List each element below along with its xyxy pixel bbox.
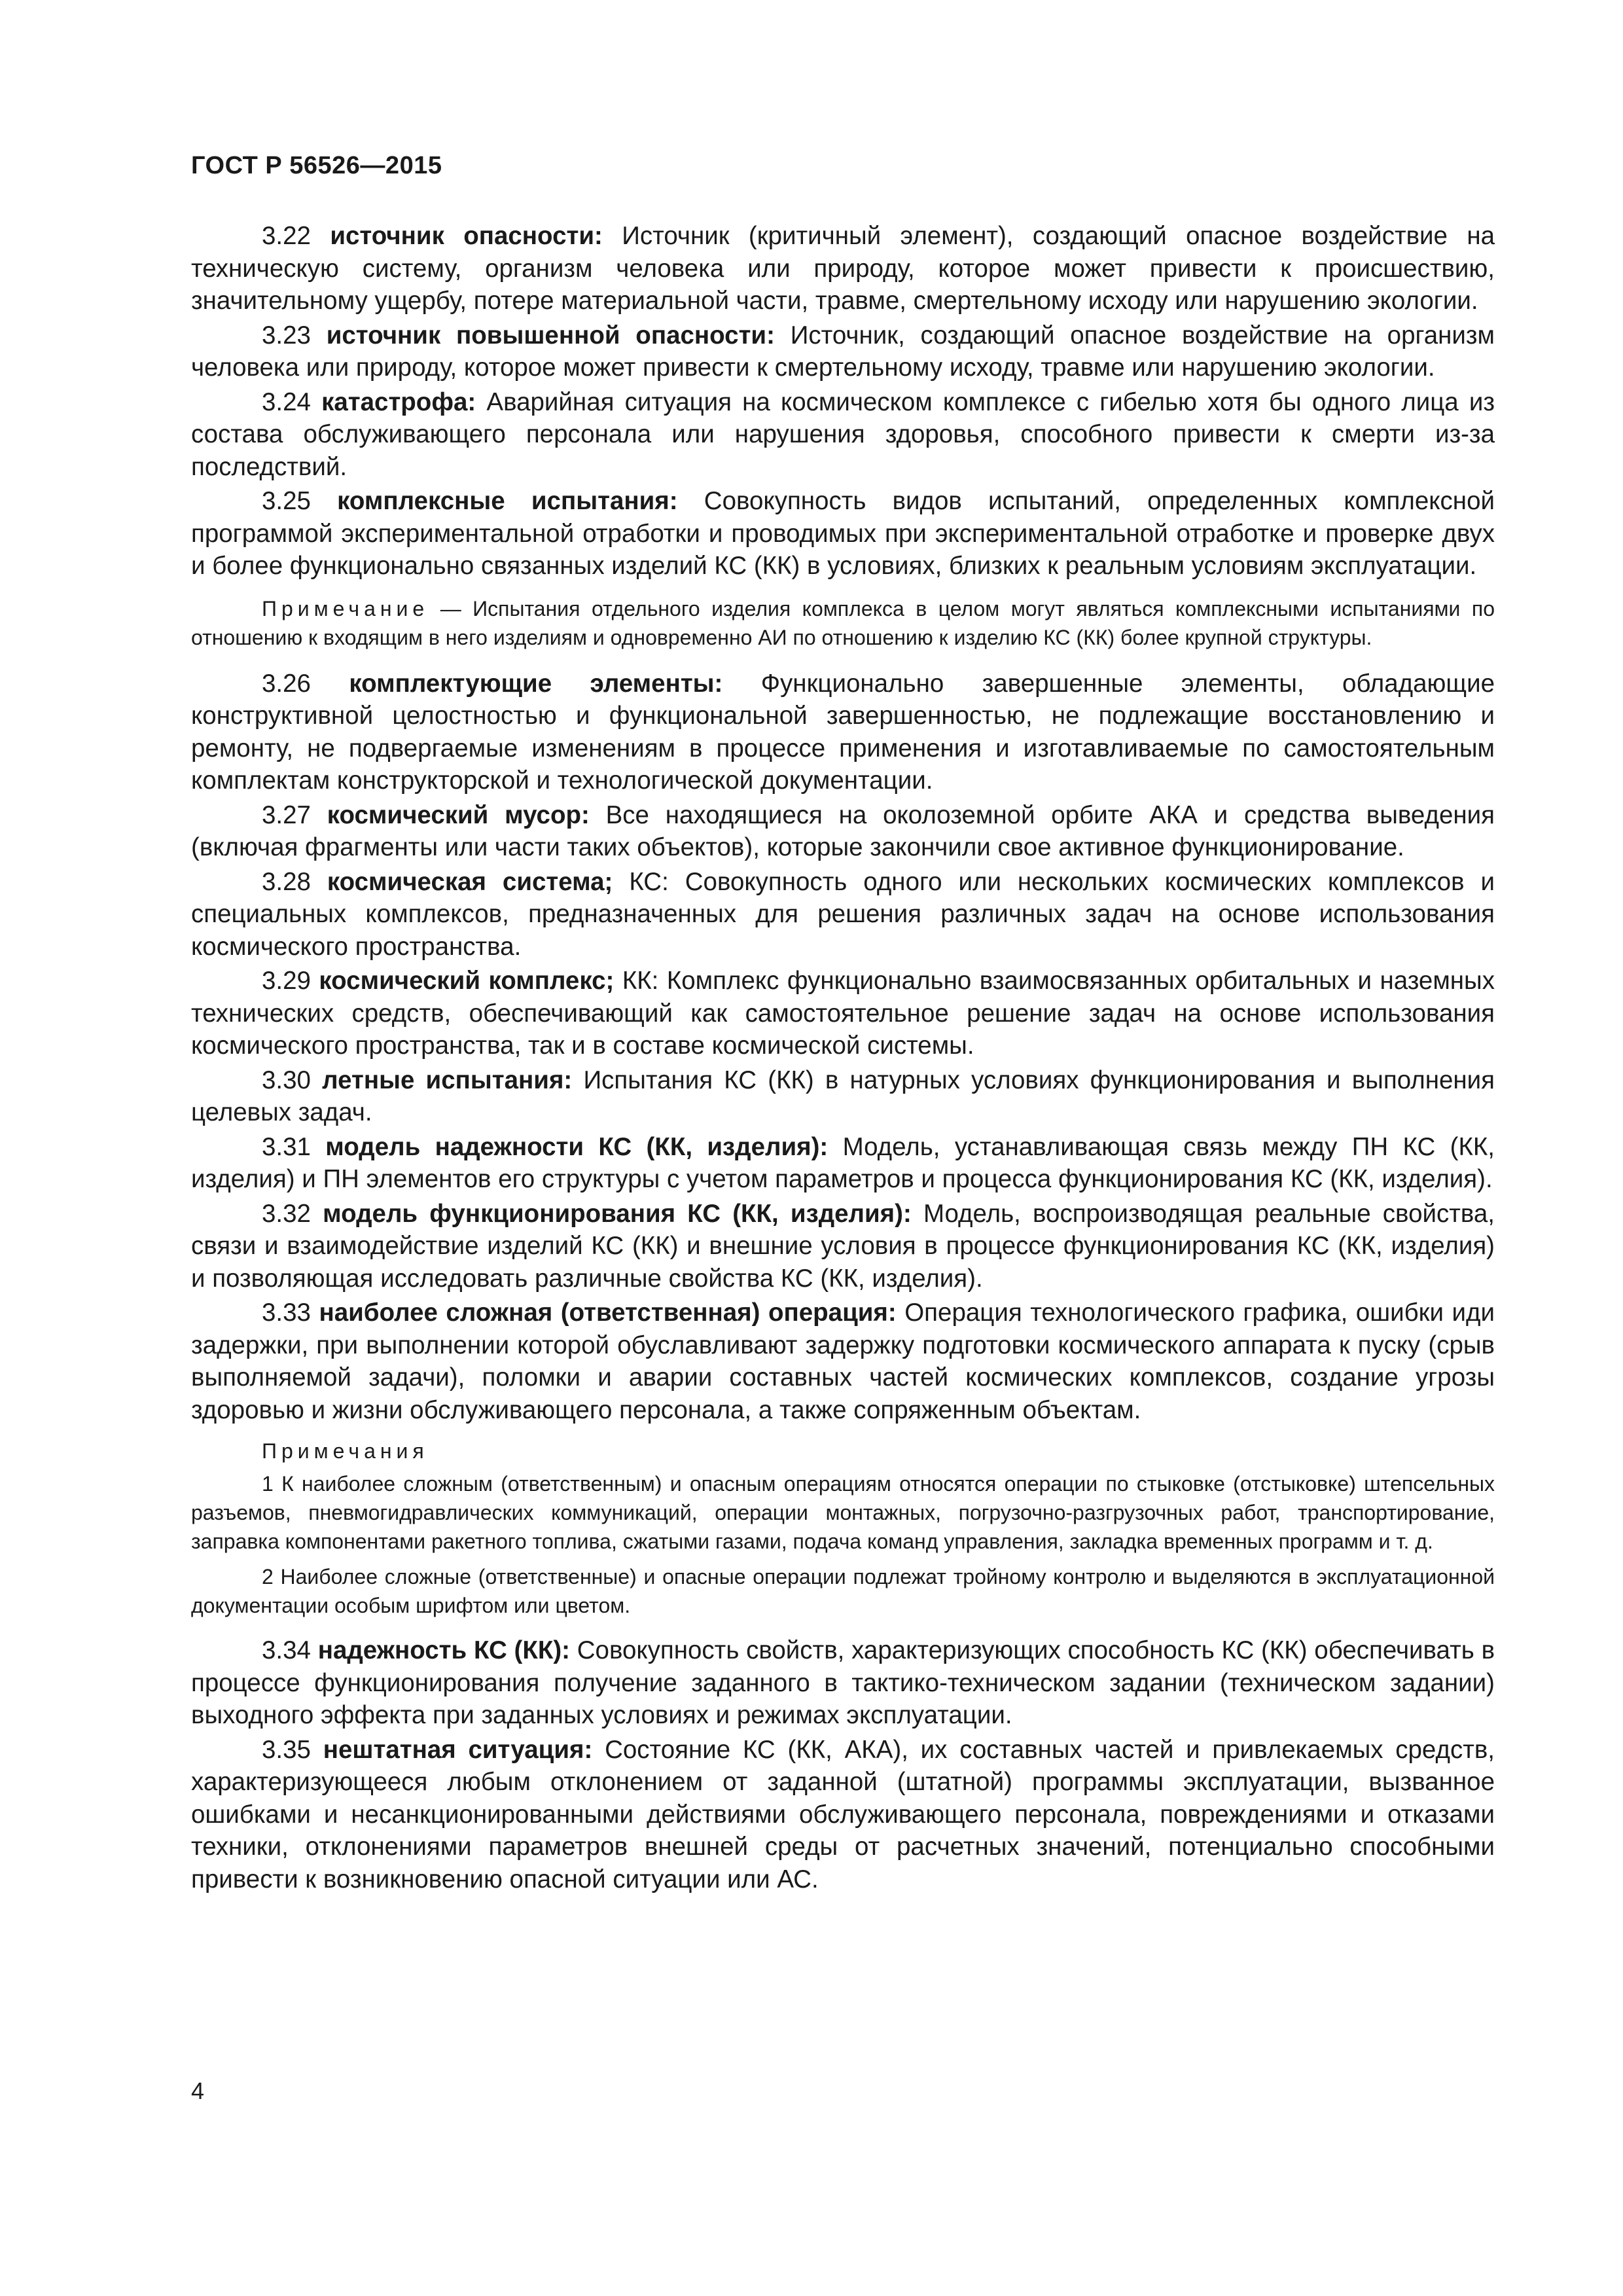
term-3-32: 3.32 модель функционирования КС (КК, изделия): Модель, воспроизводящая реальные свойства, связи и взаимодействие изделий КС (КК) и внешние условия в процессе функционирования КС (КК, изделия) и позволяющая исследовать различные свойства КС (КК, изделия). — [191, 1199, 1495, 1293]
document-body — [191, 220, 1495, 1897]
term-3-26: 3.26 комплектующие элементы: Функционально завершенные элементы, обладающие конструктивной целостностью и функциональной завершенностью, не подлежащие восстановлению и ремонту, не подвергаемые изменениям в процессе применения и изготавливаемые по самостоятельным комплектам конструкторской и технологической документации. — [191, 669, 1495, 795]
term-3-22: 3.22 источник опасности: Источник (критичный элемент), создающий опасное воздействие на техническую систему, организм человека или природу, которое может привести к происшествию, значительному ущербу, потере материальной части, травме, смертельному исходу или нарушению экологии. — [191, 222, 1495, 315]
term-3-27: 3.27 космический мусор: Все находящиеся на околоземной орбите АКА и средства выведения (включая фрагменты или части таких объектов), которые закончили свое активное функционирование. — [191, 800, 1495, 861]
term-3-25: 3.25 комплексные испытания: Совокупность видов испытаний, определенных комплексной программой экспериментальной отработки и проводимых при экспериментальной отработке и проверке двух и более функционально связанных изделий КС (КК) в условиях, близких к реальным условиям эксплуатации. — [191, 487, 1495, 580]
term-3-24: 3.24 катастрофа: Аварийная ситуация на космическом комплексе с гибелью хотя бы одного лица из состава обслуживающего персонала или нарушения здоровья, способного привести к смерти из-за последствий. — [191, 387, 1495, 481]
note-item-1: 1 К наиболее сложным (ответственным) и опасным операциям относятся операции по стыковке (отстыковке) штепсельных разъемов, пневмогидравлических коммуникаций, операции монтажных, погрузочно-разгрузочных работ, транспортирование, заправка компонентами ракетного топлива, сжатыми газами, подача команд управления, закладка временных программ и т. д. — [191, 1472, 1495, 1553]
term-3-31: 3.31 модель надежности КС (КК, изделия): Модель, устанавливающая связь между ПН КС (КК, изделия) и ПН элементов его структуры с учетом параметров и процесса функционирования КС (КК, изделия). — [191, 1132, 1495, 1193]
term-3-23: 3.23 источник повышенной опасности: Источник, создающий опасное воздействие на организм человека или природу, которое может привести к смертельному исходу, травме или нарушению экологии. — [191, 321, 1495, 382]
note-label: Примечание — [262, 596, 429, 620]
term-3-28: 3.28 космическая система; КС: Совокупность одного или нескольких космических комплексов и специальных комплексов, предназначенных для решения различных задач на основе использования космического пространства. — [191, 867, 1495, 961]
note-3-25: Примечание — Испытания отдельного изделия комплекса в целом могут являться комплексными испытаниями по отношению к входящим в него изделиям и одновременно АИ по отношению к изделию КС (КК) более крупной структуры. — [191, 596, 1495, 649]
term-3-34: 3.34 надежность КС (КК): Совокупность свойств, характеризующих способность КС (КК) обеспечивать в процессе функционирования получение заданного в тактико-техническом задании (техническом задании) выходного эффекта при заданных условиях и режимах эксплуатации. — [191, 1636, 1495, 1729]
note-item-2: 2 Наиболее сложные (ответственные) и опасные операции подлежат тройному контролю и выделяются в эксплуатационной документации особым шрифтом или цветом. — [191, 1565, 1495, 1617]
notes-title: Примечания — [262, 1439, 429, 1463]
term-3-33: 3.33 наиболее сложная (ответственная) операция: Операция технологического графика, ошибки иди задержки, при выполнении которой обуславливают задержку подготовки космического аппарата к пуску (срыв выполняемой задачи), поломки и аварии составных частей космических комплексов, создание угрозы здоровью и жизни обслуживающего персонала, а также сопряженным объектам. — [191, 1299, 1495, 1424]
term-3-30: 3.30 летные испытания: Испытания КС (КК) в натурных условиях функционирования и выполнения целевых задач. — [191, 1066, 1495, 1126]
term-3-29: 3.29 космический комплекс; КК: Комплекс функционально взаимосвязанных орбитальных и наземных технических средств, обеспечивающий как самостоятельное решение задач на основе использования космического пространства, так и в составе космической системы. — [191, 967, 1495, 1060]
term-3-35: 3.35 нештатная ситуация: Состояние КС (КК, АКА), их составных частей и привлекаемых средств, характеризующееся любым отклонением от заданной (штатной) программы эксплуатации, вызванное ошибками и несанкционированными действиями обслуживающего персонала, повреждениями и отказами техники, отклонениями параметров внешней среды от расчетных значений, потенциально способными привести к возникновению опасной ситуации или АС. — [191, 1735, 1495, 1893]
document-header: ГОСТ Р 56526—2015 — [191, 152, 442, 179]
page-number: 4 — [191, 2077, 205, 2104]
